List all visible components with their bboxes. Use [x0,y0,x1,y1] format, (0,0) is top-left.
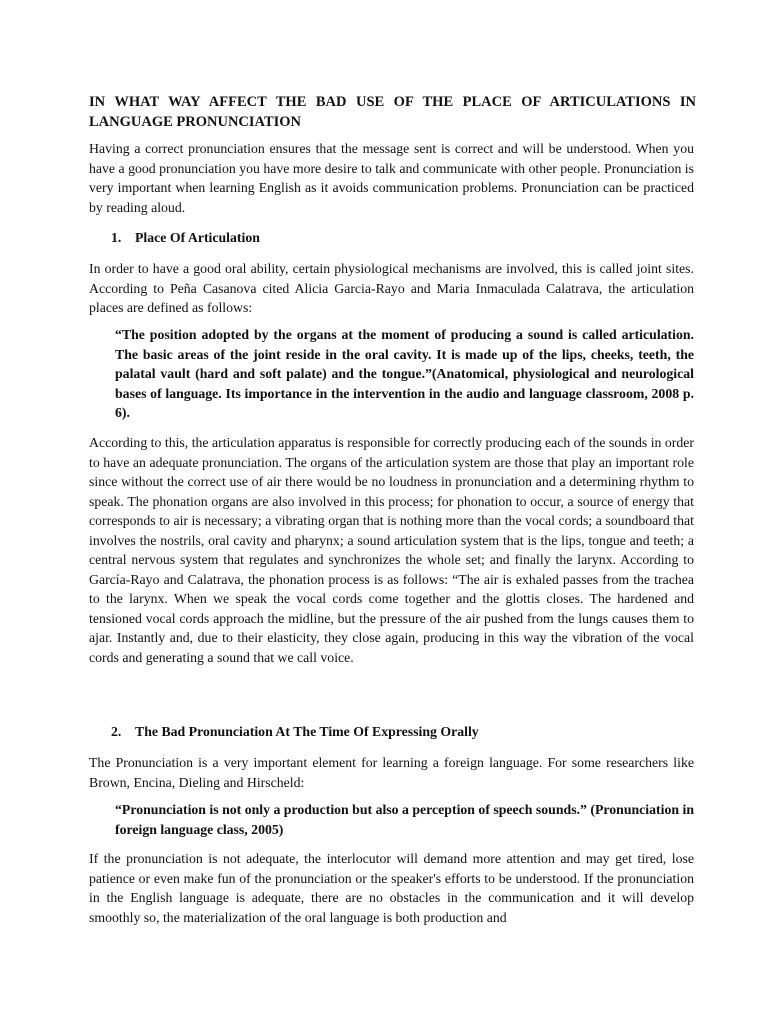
section-2-number: 2. [111,724,122,739]
section-2-quote: “Pronunciation is not only a production but also a perception of speech sounds.” (Pronunciation in foreign language class, 2005) [115,802,694,837]
section-1-heading [111,228,260,247]
section-1-paragraph-1: In order to have a good oral ability, certain physiological mechanisms are involved, this is called joint sites. According to Peña Casanova cited Alicia Garcia-Rayo and Maria Inmaculada Calatrava, the articulation places are defined as follows: [89,261,694,315]
section-1-title: Place Of Articulation [135,230,260,245]
section-2-paragraph-1: The Pronunciation is a very important element for learning a foreign language. For some researchers like Brown, Encina, Dieling and Hirscheld: [89,755,694,790]
intro-paragraph: Having a correct pronunciation ensures that the message sent is correct and will be understood. When you have a good pronunciation you have more desire to talk and communicate with other people. Pronunciation is very important when learning English as it avoids communication problems. Pronunciation can be practiced by reading aloud. [89,141,694,215]
section-1-number: 1. [111,230,122,245]
section-2-heading [111,722,479,741]
document-title: IN WHAT WAY AFFECT THE BAD USE OF THE PLACE OF ARTICULATIONS IN LANGUAGE PRONUNCIATION [89,94,696,130]
section-1-paragraph-2: According to this, the articulation apparatus is responsible for correctly producing each of the sounds in order to have an adequate pronunciation. The organs of the articulation system are those that play an important role since without the correct use of air there would be no loudness in pronunciation and a determining rhythm to speak. The phonation organs are also involved in this process; for phonation to occur, a source of energy that corresponds to air is necessary; a vibrating organ that is nothing more than the vocal cords; a soundboard that involves the nostrils, oral cavity and pharynx; a sound articulation system that is the lips, tongue and teeth; a central nervous system that regulates and synchronizes the whole set; and finally the larynx. According to García-Rayo and Calatrava, the phonation process is as follows: “The air is exhaled passes from the trachea to the larynx. When we speak the vocal cords come together and the glottis closes. The hardened and tensioned vocal cords approach the midline, but the pressure of the air pushed from the lungs causes them to ajar. Instantly and, due to their elasticity, they close again, producing in this way the vibration of the vocal cords and generating a sound that we call voice. [89,435,694,665]
section-2-title: The Bad Pronunciation At The Time Of Expressing Orally [135,724,479,739]
section-1-quote: “The position adopted by the organs at the moment of producing a sound is called articulation. The basic areas of the joint reside in the oral cavity. It is made up of the lips, cheeks, teeth, the palatal vault (hard and soft palate) and the tongue.”(Anatomical, physiological and neurological bases of language. Its importance in the intervention in the audio and language classroom, 2008 p. 6). [115,327,694,420]
section-2-paragraph-2: If the pronunciation is not adequate, the interlocutor will demand more attention and may get tired, lose patience or even make fun of the pronunciation or the speaker's efforts to be understood. If the pronunciation in the English language is adequate, there are no obstacles in the communication and it will develop smoothly so, the materialization of the oral language is both production and [89,851,694,925]
